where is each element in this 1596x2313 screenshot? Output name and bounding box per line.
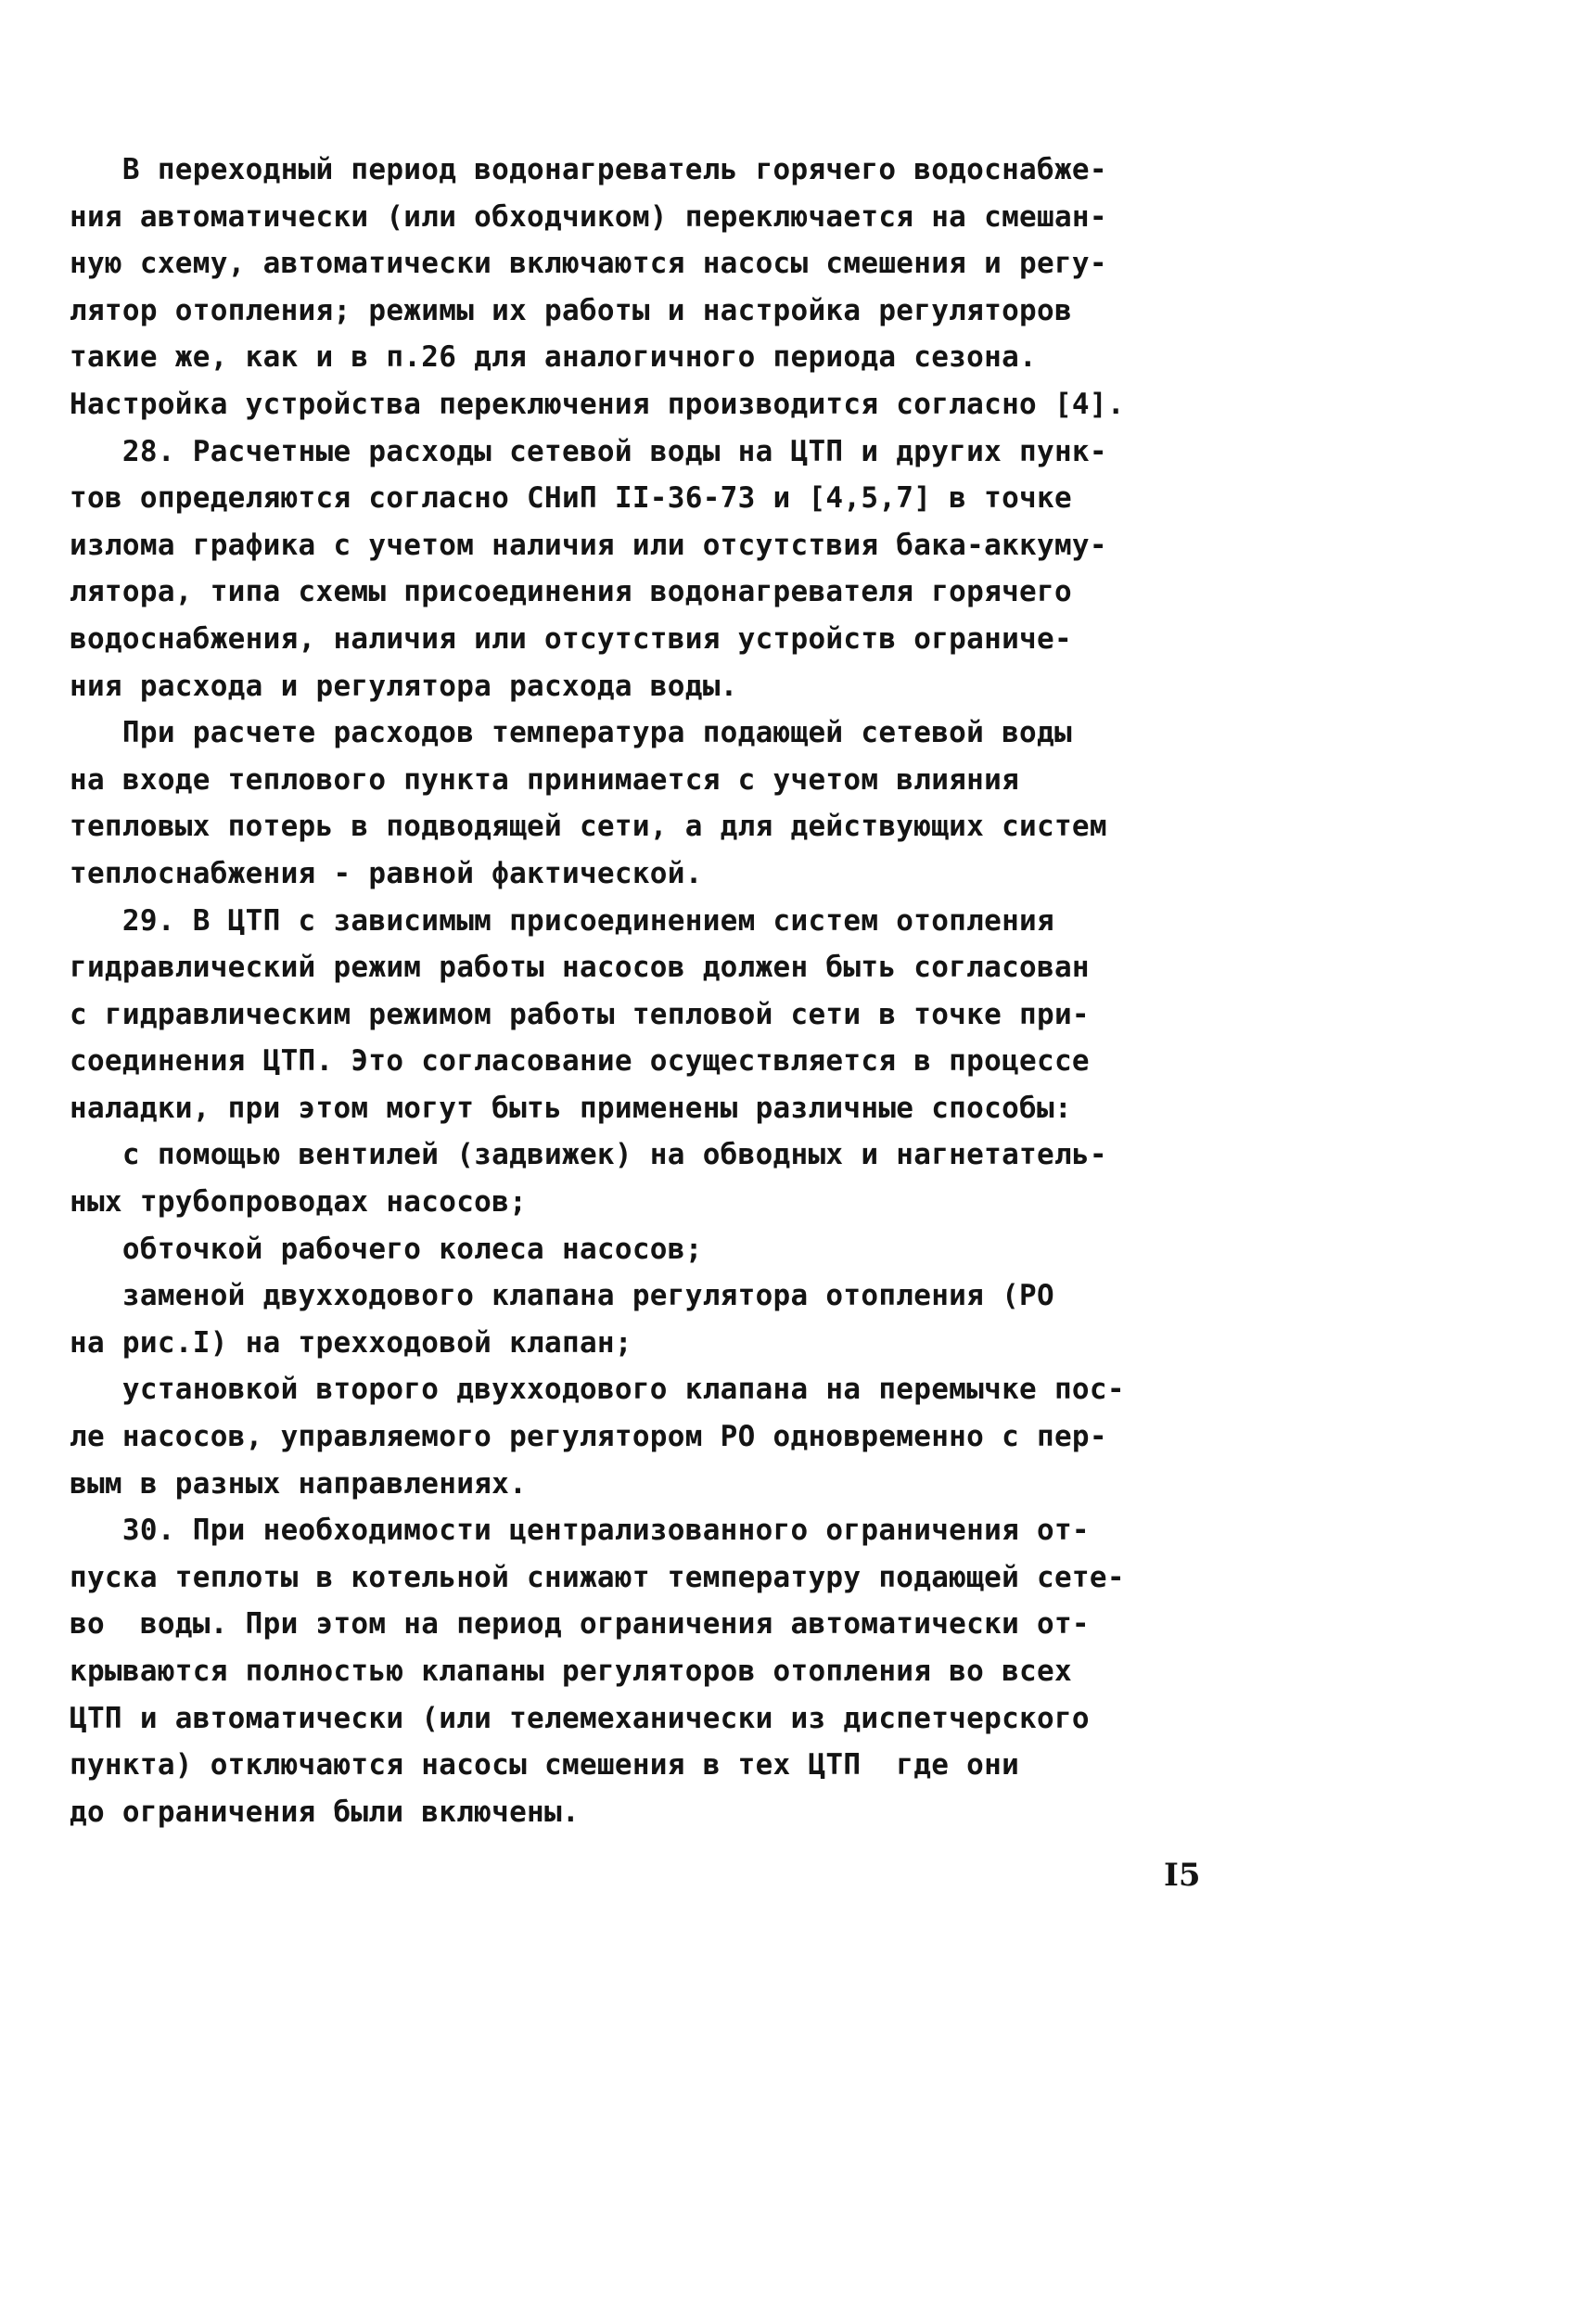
text-line: до ограничения были включены. — [70, 1795, 580, 1829]
text-line: водоснабжения, наличия или отсутствия устройств ограниче- — [70, 621, 1072, 656]
text-line: ле насосов, управляемого регулятором РО одновременно с пер- — [70, 1420, 1107, 1454]
text-line: заменой двухходового клапана регулятора отопления (РО — [70, 1279, 1054, 1313]
text-line: 28. Расчетные расходы сетевой воды на ЦТП и других пунк- — [70, 434, 1107, 468]
text-line: гидравлический режим работы насосов должен быть согласован — [70, 951, 1090, 985]
text-line: обточкой рабочего колеса насосов; — [70, 1232, 703, 1266]
text-line: ния автоматически (или обходчиком) переключается на смешан- — [70, 199, 1107, 234]
text-line: вым в разных направлениях. — [70, 1466, 528, 1501]
text-line: с гидравлическим режимом работы тепловой сети в точке при- — [70, 997, 1090, 1031]
text-line: излома графика с учетом наличия или отсутствия бака-аккуму- — [70, 528, 1107, 562]
text-line: соединения ЦТП. Это согласование осуществляется в процессе — [70, 1044, 1090, 1079]
text-line: лятор отопления; режимы их работы и настройка регуляторов — [70, 293, 1072, 327]
text-line: тепловых потерь в подводящей сети, а для действующих систем — [70, 810, 1107, 844]
text-line: лятора, типа схемы присоединения водонагревателя горячего — [70, 575, 1072, 609]
text-line: пункта) отключаются насосы смешения в тех ЦТП где они — [70, 1748, 1020, 1783]
text-line: тов определяются согласно СНиП II-36-73 и [4,5,7] в точке — [70, 481, 1072, 516]
text-line: теплоснабжения - равной фактической. — [70, 856, 703, 890]
text-line: во воды. При этом на период ограничения автоматически от- — [70, 1607, 1090, 1642]
text-line: наладки, при этом могут быть применены различные способы: — [70, 1091, 1072, 1125]
text-line: ных трубопроводах насосов; — [70, 1185, 528, 1220]
text-line: пуска теплоты в котельной снижают температуру подающей сете- — [70, 1560, 1125, 1594]
text-line: на рис.I) на трехходовой клапан; — [70, 1325, 632, 1360]
text-line: Настройка устройства переключения производится согласно [4]. — [70, 387, 1125, 421]
text-line: 30. При необходимости централизованного ограничения от- — [70, 1514, 1090, 1548]
text-line: такие же, как и в п.26 для аналогичного периода сезона. — [70, 340, 1037, 375]
text-line: крываются полностью клапаны регуляторов отопления во всех — [70, 1655, 1072, 1688]
text-line: ния расхода и регулятора расхода воды. — [70, 669, 738, 703]
text-line: с помощью вентилей (задвижек) на обводных и нагнетатель- — [70, 1138, 1107, 1172]
body-text — [70, 147, 1247, 1835]
text-line: установкой второго двухходового клапана на перемычке пос- — [70, 1373, 1125, 1407]
text-line: ную схему, автоматически включаются насосы смешения и регу- — [70, 247, 1107, 281]
text-line: 29. В ЦТП с зависимым присоединением систем отопления — [70, 903, 1054, 938]
text-line: При расчете расходов температура подающей сетевой воды — [70, 716, 1072, 750]
page-number: I5 — [1164, 1857, 1201, 1894]
text-line: В переходный период водонагреватель горячего водоснабже- — [70, 153, 1107, 186]
text-line: ЦТП и автоматически (или телемеханически из диспетчерского — [70, 1701, 1090, 1735]
text-line: на входе теплового пункта принимается с учетом влияния — [70, 762, 1020, 797]
